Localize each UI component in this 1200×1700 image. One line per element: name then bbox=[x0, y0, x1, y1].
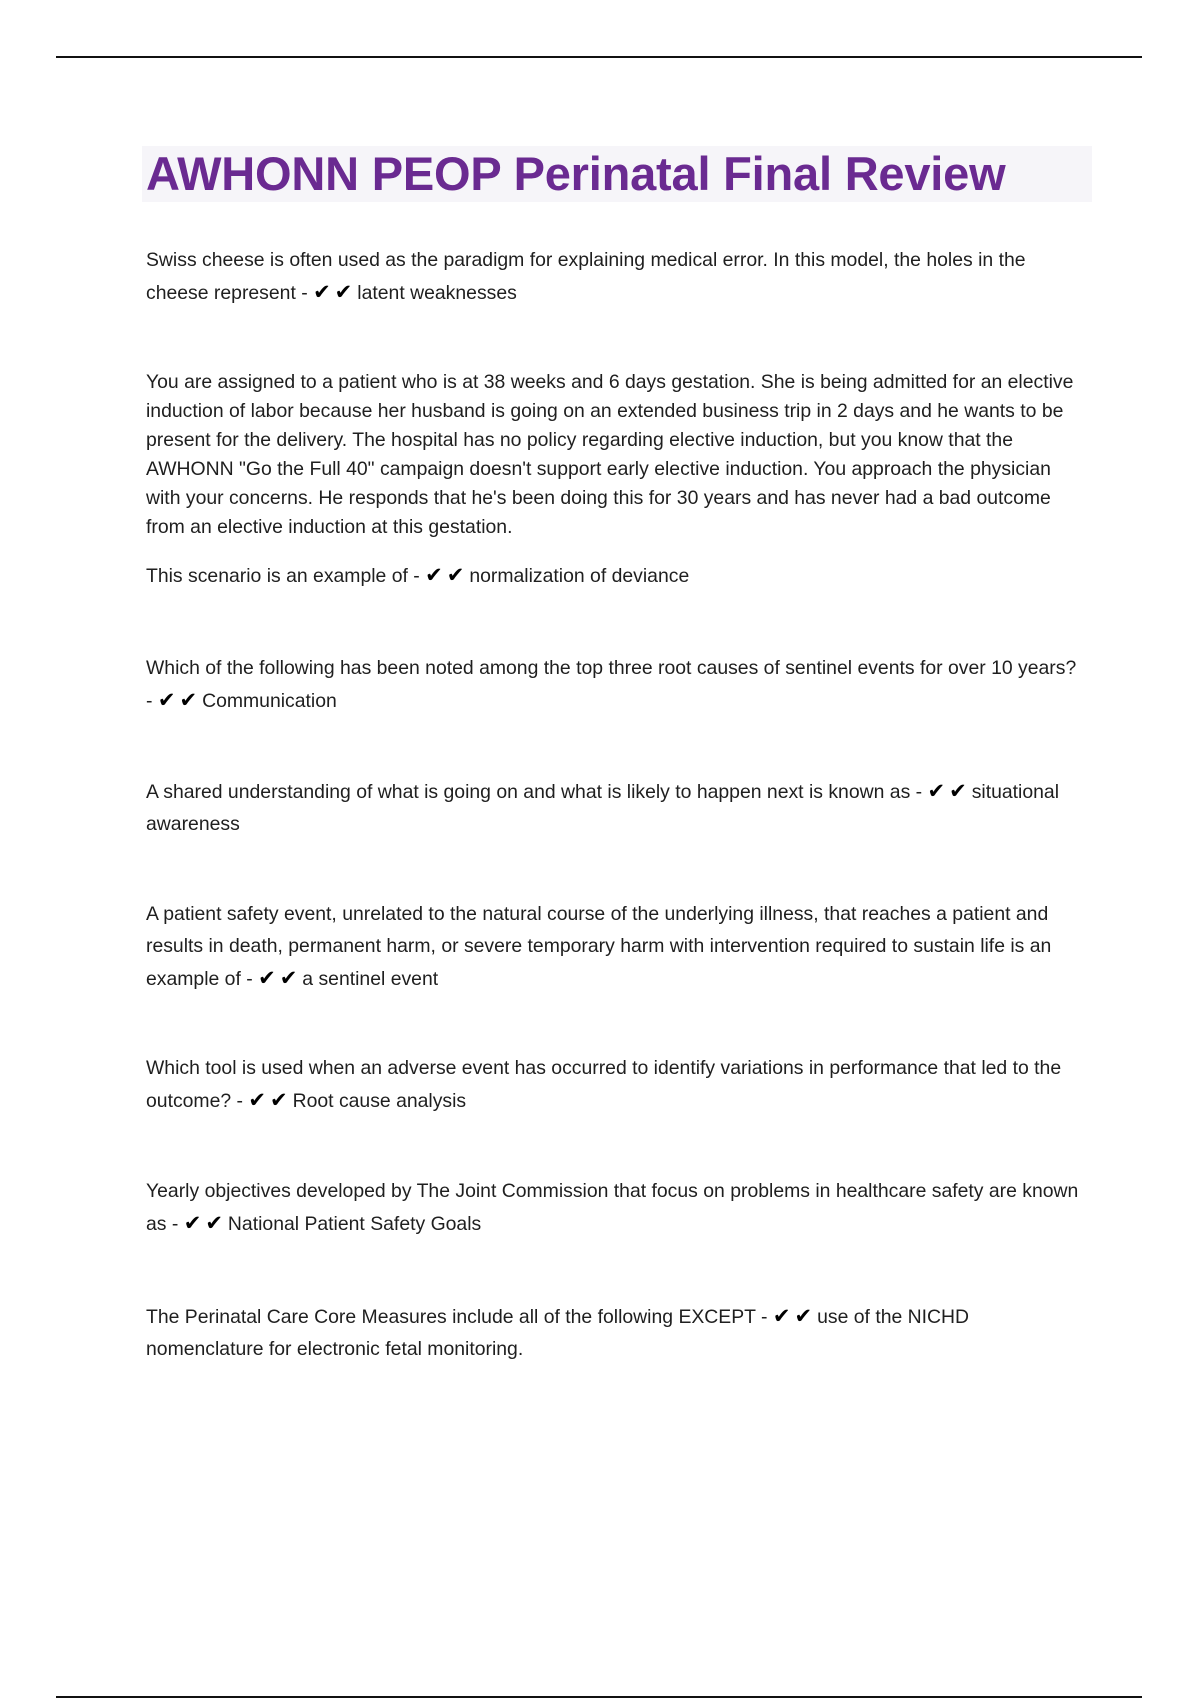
qa-item-5 bbox=[146, 898, 1086, 995]
qa-item-8 bbox=[146, 1300, 1086, 1365]
scenario-text: You are assigned to a patient who is at 38 weeks and 6 days gestation. She is being admitted for an elective induction of labor because her husband is going on an extended business trip in 2 days and he wants to be present for the delivery. The hospital has no policy regarding elective induction, but you know that the AWHONN "Go the Full 40" campaign doesn't support early elective induction. You approach the physician with your concerns. He responds that he's been doing this for 30 years and has never had a bad outcome from an elective induction at this gestation. bbox=[146, 371, 1074, 538]
double-check-icon: ✔✔ bbox=[183, 1211, 227, 1235]
question-text: A shared understanding of what is going on and what is likely to happen next is known as - bbox=[146, 781, 928, 803]
answer-text: latent weaknesses bbox=[357, 282, 517, 304]
double-check-icon: ✔✔ bbox=[772, 1304, 817, 1328]
qa-item-3 bbox=[146, 652, 1086, 717]
bottom-rule bbox=[56, 1696, 1142, 1698]
double-check-icon: ✔✔ bbox=[927, 779, 971, 803]
double-check-icon: ✔✔ bbox=[258, 966, 302, 990]
double-check-icon: ✔✔ bbox=[157, 688, 202, 712]
double-check-icon: ✔✔ bbox=[248, 1088, 292, 1112]
qa-item-1 bbox=[146, 244, 1086, 309]
answer-text: a sentinel event bbox=[302, 968, 439, 990]
double-check-icon: ✔✔ bbox=[425, 563, 469, 587]
answer-text: use of the NICHD nomenclature for electronic fetal monitoring. bbox=[146, 1306, 970, 1360]
document-title: AWHONN PEOP Perinatal Final Review bbox=[146, 147, 1006, 200]
answer-text: Communication bbox=[202, 690, 337, 712]
question-text: Yearly objectives developed by The Joint Commission that focus on problems in healthcare safety are known as - bbox=[146, 1180, 1079, 1235]
answer-text: National Patient Safety Goals bbox=[227, 1213, 482, 1235]
answer-text: situational awareness bbox=[146, 781, 1060, 835]
double-check-icon: ✔✔ bbox=[313, 280, 357, 304]
question-text: This scenario is an example of - bbox=[146, 565, 426, 587]
qa-item-7 bbox=[146, 1175, 1086, 1240]
qa-item-2 bbox=[146, 368, 1086, 592]
qa-item-6 bbox=[146, 1052, 1086, 1117]
question-text: Swiss cheese is often used as the paradigm for explaining medical error. In this model, the holes in the cheese represent - bbox=[146, 249, 1026, 304]
question-text: Which tool is used when an adverse event has occurred to identify variations in performance that led to the outcome? - bbox=[146, 1057, 1062, 1112]
qa-item-4 bbox=[146, 775, 1086, 840]
answer-text: normalization of deviance bbox=[469, 565, 690, 587]
answer-text: Root cause analysis bbox=[292, 1090, 467, 1112]
question-text: Which of the following has been noted among the top three root causes of sentinel events for over 10 years? - bbox=[146, 657, 1077, 712]
top-rule bbox=[56, 56, 1142, 58]
question-text: A patient safety event, unrelated to the natural course of the underlying illness, that reaches a patient and results in death, permanent harm, or severe temporary harm with intervention required to sustain life is an example of - bbox=[146, 903, 1052, 990]
question-text: The Perinatal Care Core Measures include all of the following EXCEPT - bbox=[146, 1306, 773, 1328]
